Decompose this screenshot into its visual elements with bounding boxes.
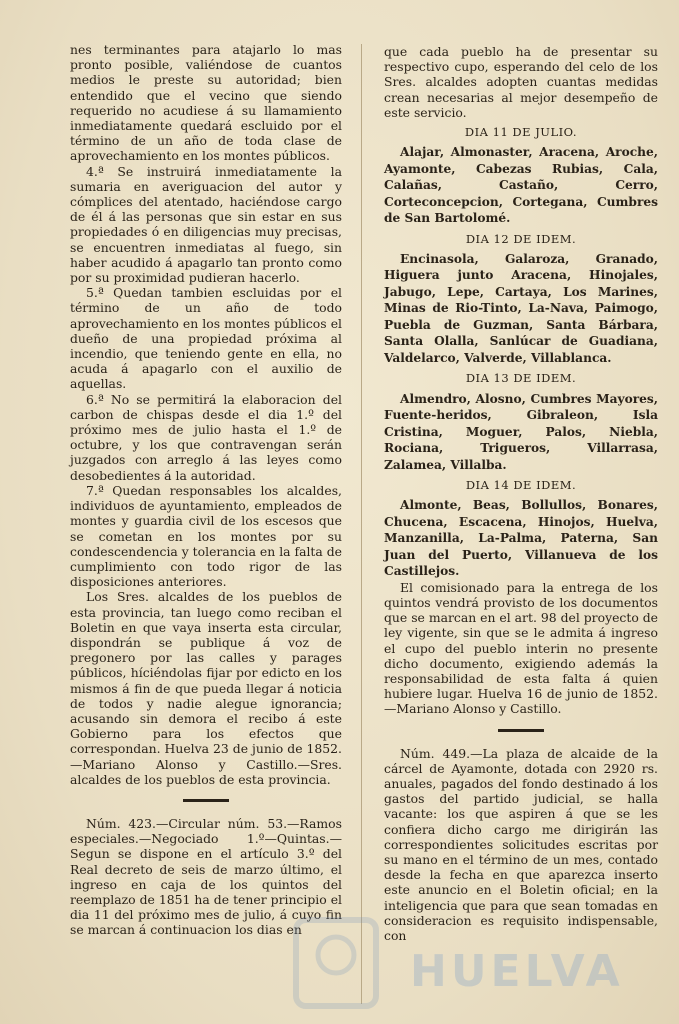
paragraph: Núm. 423.—Circular núm. 53.—Ramos especiales.—Negociado 1.º—Quintas.—Segun se dispone en el artículo 3.º del Real decreto de seis de marzo último, el ingreso en caja de los quintos del reemplazo de 1851 ha de tener principio el dia 11 del próximo mes de julio, á cuyo fin se marcan á continuacion los dias en xyxy=(70,815,342,938)
paragraph: El comisionado para la entrega de los quintos vendrá provisto de los documentos que se marcan en el art. 98 del proyecto de ley vigente, sin que se le admita á ingreso el cupo del pueblo interin no presente dicho documento, exigiendo además la responsabilidad de esta falta á quien hubiere lugar. Huelva 16 de junio de 1852.—Mariano Alonso y Castillo. xyxy=(384,579,658,717)
column-divider xyxy=(361,44,362,1004)
day-heading: DIA 11 DE JULIO. xyxy=(464,125,578,140)
right-column xyxy=(384,44,658,943)
town-list: Encinasola, Galaroza, Granado, Higuera junto Aracena, Hinojales, Jabugo, Lepe, Cartaya, Los Marines, Minas de Rio-Tinto, La-Nava, Paimogo, Puebla de Guzman, Santa Bárbara, Santa Olalla, Sanlúcar de Guadiana, Valdelarco, Valverde, Villablanca. xyxy=(384,251,658,365)
town-list: Almonte, Beas, Bollullos, Bonares, Chucena, Escacena, Hinojos, Huelva, Manzanilla, La-Palma, Paterna, San Juan del Puerto, Villanueva de los Castillejos. xyxy=(384,498,658,579)
town-list: Almendro, Alosno, Cumbres Mayores, Fuente-heridos, Gibraleon, Isla Cristina, Moguer, Palos, Niebla, Rociana, Trigueros, Villarrasa, Zalamea, Villalba. xyxy=(384,391,658,472)
paragraph: Núm. 449.—La plaza de alcaide de la cárcel de Ayamonte, dotada con 2920 rs. anuales, pagados del fondo destinado á los gastos del partido judicial, se halla vacante: los que aspiren á que se les confiera dicho cargo me dirigirán las correspondientes solicitudes escritas por su mano en el término de un mes, contado desde la fecha en que aparezca inserto este anuncio en el Boletin oficial; en la inteligencia que para que sean tomadas en consideracion es requisito indispensable, con xyxy=(384,745,658,944)
paragraph: 6.ª No se permitirá la elaboracion del carbon de chispas desde el dia 1.º del próximo mes de julio hasta el 1.º de octubre, y los que contravengan serán juzgados con arreglo á las leyes como desobedientes á la autoridad. xyxy=(70,391,342,483)
paragraph: Los Sres. alcaldes de los pueblos de esta provincia, tan luego como reciban el Boletin en que vaya inserta esta circular, dispondrán se publique á voz de pregonero por las calles y parages públicos, híciéndolas fijar por edicto en los mismos á fin de que pueda llegar á noticia de todos y nadie alegue ignorancia; acusando sin demora el recibo á este Gobierno para los efectos que correspondan. Huelva 23 de junio de 1852.—Mariano Alonso y Castillo.—Sres. alcaldes de los pueblos de esta provincia. xyxy=(70,589,342,787)
paragraph: 5.ª Quedan tambien escluidas por el término de un año de todo aprovechamiento en los montes públicos el dueño de una propiedad próxima al incendio, que teniendo gente en ella, no acuda á apagarlo con el auxilio de aquellas. xyxy=(70,285,342,392)
paragraph: que cada pueblo ha de presentar su respectivo cupo, esperando del celo de los Sres. alcaldes adopten cuantas medidas crean necesarias al mejor desempeño de este servicio. xyxy=(384,44,658,120)
section-rule xyxy=(498,729,544,732)
paragraph: nes terminantes para atajarlo lo mas pronto posible, valiéndose de cuantos medios le preste su autoridad; bien entendido que el vecino que siendo requerido no acudiese á su llamamiento inmediatamente quedará escluido por el término de un año de toda clase de aprovechamiento en los montes públicos. xyxy=(70,42,342,164)
day-heading: DIA 13 DE IDEM. xyxy=(465,371,577,386)
town-list: Alajar, Almonaster, Aracena, Aroche, Ayamonte, Cabezas Rubias, Cala, Calañas, Castaño, Cerro, Corteconcepcion, Cortegana, Cumbres de San Bartolomé. xyxy=(384,145,658,226)
watermark-text: HUELVA xyxy=(410,946,624,997)
section-rule xyxy=(183,799,229,802)
paragraph: 7.ª Quedan responsables los alcaldes, individuos de ayuntamiento, empleados de montes y guardia civil de los escesos que se cometan en los montes por su condescendencia y tolerancia en la falta de cumplimiento con todo rigor de las disposiciones anteriores. xyxy=(70,482,342,590)
paragraph: 4.ª Se instruirá inmediatamente la sumaria en averiguacion del autor y cómplices del atentado, haciéndose cargo de él á las personas que sin estar en sus propiedades ó en diligencias muy precisas, se encuentren inmediatas al fuego, sin haber acudido á apagarlo tan pronto como por su proximidad pudieran hacerlo. xyxy=(70,163,342,286)
day-heading: DIA 12 DE IDEM. xyxy=(465,231,577,246)
day-heading: DIA 14 DE IDEM. xyxy=(465,478,577,493)
left-column xyxy=(70,42,342,938)
